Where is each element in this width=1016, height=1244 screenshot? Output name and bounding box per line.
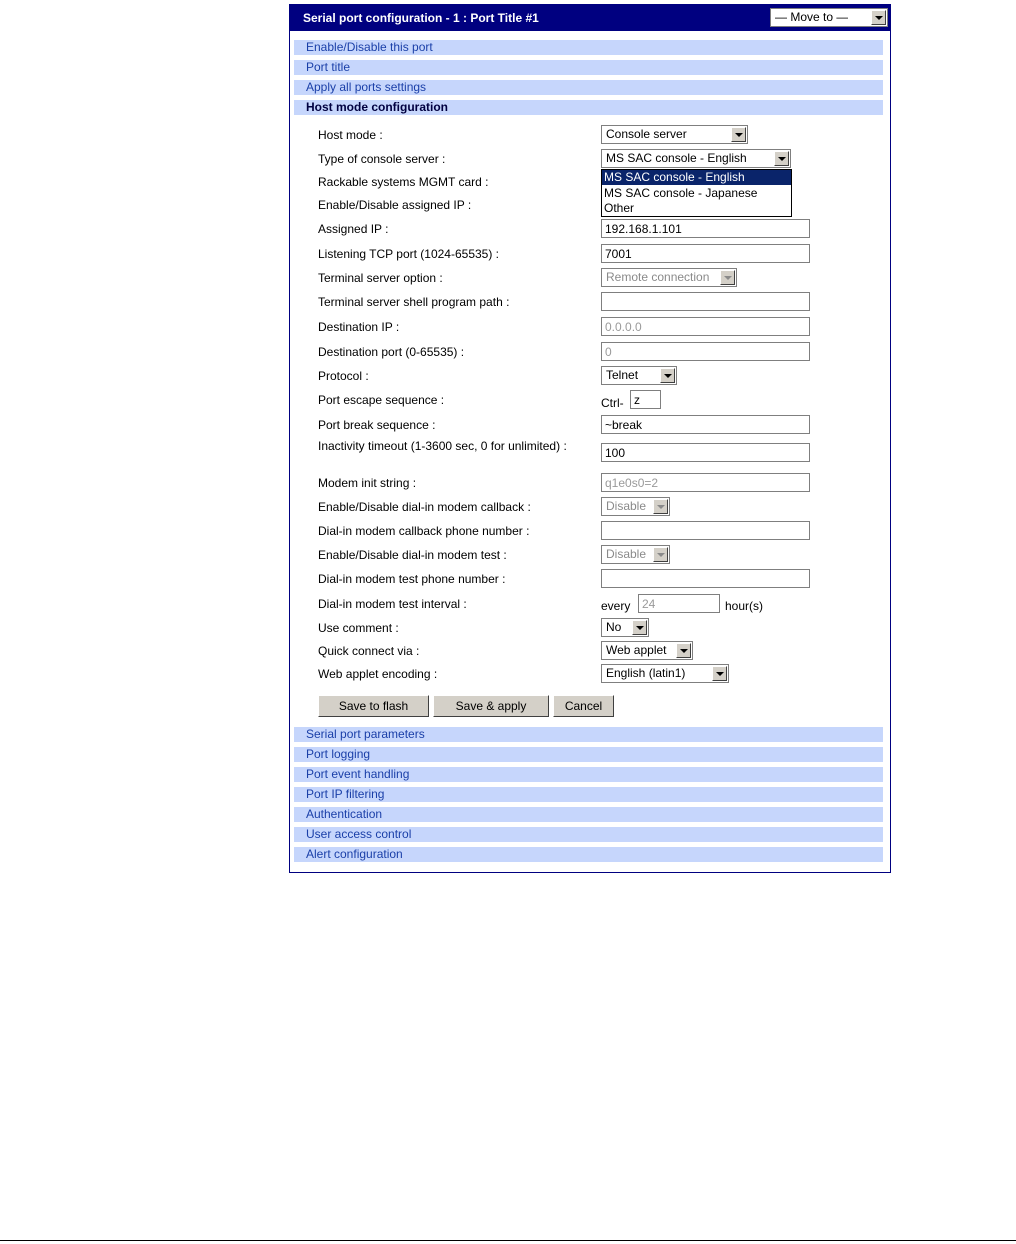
chevron-down-icon (774, 151, 789, 166)
dest-port-input[interactable] (601, 342, 810, 361)
escape-seq-input[interactable] (630, 390, 661, 409)
console-type-value: MS SAC console - English (606, 151, 747, 165)
applet-encoding-value: English (latin1) (606, 666, 686, 680)
break-seq-value: ~break (605, 418, 643, 432)
use-comment-select[interactable] (601, 618, 649, 637)
section-serial-port-parameters[interactable] (294, 727, 883, 742)
section-label: Enable/Disable this port (306, 40, 433, 54)
chevron-down-icon (653, 499, 668, 514)
tcp-port-label: Listening TCP port (1024-65535) : (318, 247, 500, 261)
dropdown-option-label: Other (604, 201, 635, 215)
page-title: Serial port configuration - 1 : Port Title #1 (303, 11, 539, 25)
section-port-logging[interactable] (294, 747, 883, 762)
quick-connect-select[interactable] (601, 641, 693, 660)
section-apply-all-ports[interactable] (294, 80, 883, 95)
move-to-value: — Move to — (775, 10, 849, 24)
section-user-access-control[interactable] (294, 827, 883, 842)
tcp-port-value: 7001 (605, 247, 632, 261)
modem-init-label: Modem init string : (318, 476, 417, 490)
save-apply-button[interactable]: Save & apply (433, 695, 549, 717)
tcp-port-input[interactable] (601, 244, 810, 263)
section-label: Host mode configuration (306, 100, 448, 114)
chevron-down-icon (660, 368, 675, 383)
escape-seq-prefix: Ctrl- (601, 396, 624, 410)
section-label: Apply all ports settings (306, 80, 427, 94)
section-label: Port event handling (306, 767, 410, 781)
protocol-label: Protocol : (318, 369, 369, 383)
section-label: Port logging (306, 747, 371, 761)
dest-ip-value: 0.0.0.0 (605, 320, 642, 334)
dest-ip-input[interactable] (601, 317, 810, 336)
escape-seq-value: z (634, 393, 640, 407)
chevron-down-icon (712, 666, 727, 681)
chevron-down-icon (731, 127, 746, 142)
config-panel (289, 4, 891, 873)
dropdown-option-label: MS SAC console - English (604, 170, 745, 184)
chevron-down-icon (871, 10, 886, 25)
test-phone-label: Dial-in modem test phone number : (318, 572, 506, 586)
callback-toggle-value: Disable (606, 499, 647, 513)
chevron-down-icon (632, 620, 647, 635)
section-port-title[interactable] (294, 60, 883, 75)
console-type-dropdown-list (601, 169, 792, 217)
cancel-button[interactable]: Cancel (553, 695, 614, 717)
console-type-label: Type of console server : (318, 152, 446, 166)
dest-ip-label: Destination IP : (318, 320, 400, 334)
test-interval-prefix: every (601, 599, 631, 613)
callback-toggle-label: Enable/Disable dial-in modem callback : (318, 500, 531, 514)
quick-connect-label: Quick connect via : (318, 644, 420, 658)
dropdown-option-label: MS SAC console - Japanese (604, 186, 758, 200)
section-label: Authentication (306, 807, 383, 821)
test-interval-suffix: hour(s) (725, 599, 764, 613)
test-toggle-label: Enable/Disable dial-in modem test : (318, 548, 507, 562)
dropdown-option[interactable] (602, 186, 791, 201)
assigned-ip-toggle-label: Enable/Disable assigned IP : (318, 198, 472, 212)
chevron-down-icon (720, 270, 735, 285)
host-mode-label: Host mode : (318, 128, 383, 142)
test-toggle-select[interactable] (601, 545, 670, 564)
shell-path-input[interactable] (601, 292, 810, 311)
title-bar (290, 5, 890, 31)
section-alert-configuration[interactable] (294, 847, 883, 862)
rackable-label: Rackable systems MGMT card : (318, 175, 489, 189)
dest-port-value: 0 (605, 345, 612, 359)
section-label: Alert configuration (306, 847, 403, 861)
section-label: Port IP filtering (306, 787, 385, 801)
section-enable-disable-port[interactable] (294, 40, 883, 55)
test-interval-input[interactable] (638, 594, 720, 613)
shell-path-label: Terminal server shell program path : (318, 295, 510, 309)
chevron-down-icon (653, 547, 668, 562)
move-to-select[interactable] (770, 8, 888, 27)
chevron-down-icon (676, 643, 691, 658)
use-comment-value: No (606, 620, 622, 634)
section-port-event-handling[interactable] (294, 767, 883, 782)
ts-option-label: Terminal server option : (318, 271, 443, 285)
protocol-value: Telnet (606, 368, 639, 382)
section-port-ip-filtering[interactable] (294, 787, 883, 802)
section-host-mode[interactable] (294, 100, 883, 115)
inactivity-value: 100 (605, 446, 626, 460)
section-authentication[interactable] (294, 807, 883, 822)
section-label: User access control (306, 827, 412, 841)
test-interval-value: 24 (642, 597, 656, 611)
page-footer-divider (0, 1240, 1016, 1241)
dest-port-label: Destination port (0-65535) : (318, 345, 465, 359)
applet-encoding-select[interactable] (601, 664, 729, 683)
ts-option-select[interactable] (601, 268, 737, 287)
use-comment-label: Use comment : (318, 621, 399, 635)
save-to-flash-button[interactable]: Save to flash (318, 695, 429, 717)
test-toggle-value: Disable (606, 547, 647, 561)
inactivity-input[interactable] (601, 443, 810, 462)
host-mode-value: Console server (606, 127, 687, 141)
section-label: Serial port parameters (306, 727, 425, 741)
callback-phone-input[interactable] (601, 521, 810, 540)
dropdown-option[interactable] (602, 201, 791, 216)
assigned-ip-value: 192.168.1.101 (605, 222, 682, 236)
ts-option-value: Remote connection (606, 270, 710, 284)
applet-encoding-label: Web applet encoding : (318, 667, 438, 681)
break-seq-label: Port break sequence : (318, 418, 436, 432)
inactivity-label: Inactivity timeout (1-3600 sec, 0 for unlimited) : (318, 439, 567, 453)
assigned-ip-input[interactable] (601, 219, 810, 238)
console-type-select[interactable] (601, 149, 791, 168)
assigned-ip-label: Assigned IP : (318, 222, 389, 236)
test-phone-input[interactable] (601, 569, 810, 588)
host-mode-select[interactable] (601, 125, 748, 144)
escape-seq-label: Port escape sequence : (318, 393, 445, 407)
quick-connect-value: Web applet (606, 643, 667, 657)
modem-init-input[interactable] (601, 473, 810, 492)
callback-phone-label: Dial-in modem callback phone number : (318, 524, 530, 538)
callback-toggle-select[interactable] (601, 497, 670, 516)
section-label: Port title (306, 60, 351, 74)
protocol-select[interactable] (601, 366, 677, 385)
break-seq-input[interactable] (601, 415, 810, 434)
dropdown-option[interactable] (602, 170, 791, 185)
modem-init-value: q1e0s0=2 (605, 476, 659, 490)
test-interval-label: Dial-in modem test interval : (318, 597, 467, 611)
